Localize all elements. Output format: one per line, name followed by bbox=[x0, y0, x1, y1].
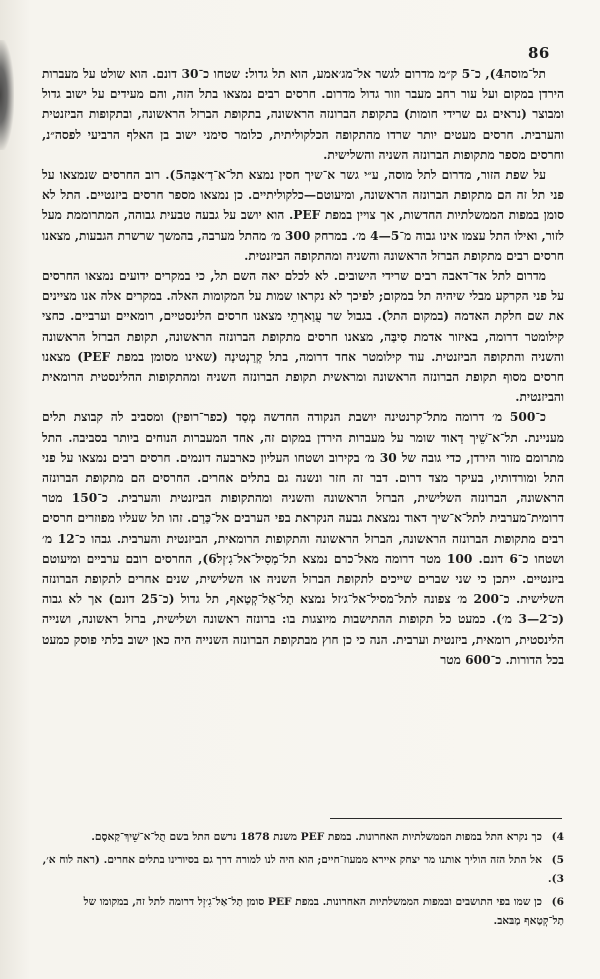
footnote-text: אל התל הזה הוליך אותנו מר יצחק איירא ממעוז־חיים; הוא היה לנו למורה דרך גם בסיורינו בתלים אחרים. (ראה לוח א׳, 3). bbox=[42, 854, 564, 885]
footnote bbox=[42, 828, 564, 847]
footnote bbox=[42, 851, 564, 889]
footnotes bbox=[42, 828, 564, 935]
footnote-text: כך נקרא התל במפות הממשלתיות האחרונות. במפת PEF משנת 1878 נרשם התל בשם תֻל־א־שֵׁיךְ־קַאסֶם. bbox=[91, 831, 542, 843]
footnote bbox=[42, 893, 564, 931]
paragraph-south-settlements: מדרום לתל אד־דאבה רבים שרידי הישובים. לא לכלם יאה השם תל, כי במקרים ידועים נמצאו החרסים על פני הקרקע מבלי שיהיה תל במקום; לפיכך לא נקראו שמות על המקומות האלה. במקרים אלה אנו מציינים את שם חלקת האדמה (במקום התל). בגבול שר עֻוַארְתֵי מצאנו חרסים הלינסטיים, רומאיים וערביים. כחצי קילומטר דרומה, באיזור אדמת סִיבַּה, מצאנו חרסים מתקופת הברונזה הראשונה, תקופת הברזל הראשונה והשניה והתקופה הביזנטית. עוד קילומטר אחד דרומה, בתל קְרַנְטינַה (שאינו מסומן במפת PEF) מצאנו חרסים מסוף תקופת הברונזה הראשונה ומראשית תקופת הברונזה השניה ומהתקופות ההלינסטית הרומאית והביזנטית. bbox=[42, 269, 565, 405]
footnote-text: כן שמו בפי התושבים ובמפות הממשלתיות האחרונות. במפת PEF סומן תַל־אַל־גִ׳זְל דרומה לתל זה, במקומו של תַל־קְטַאף מַבּאב. bbox=[83, 896, 564, 927]
paragraph-masad-tels: כ־500 מ׳ דרומה מתל־קרנטינה יושבת הנקודה החדשה מְסַד (כפר־רופין) ומסביב לה קבוצת תלים מעניינת. תל־א־שֵׁיך דַאוד שומר על מעברות הירדן במקום זה, אחד המעברות הנוחים ביותר בסביבה. התל מתרומם מזור הירדן, כדי גובה של 30 מ׳ בקירוב ושטחו העליון כארבעה דונמים. חרסים רבים נמצאו על פני התל ומורדותיו, בעיקר מצד דרום. דבר זה חזר ונשנה גם בתלים אחרים. החרסים הם מתקופת הברונזה הראשונה, הברונזה השלישית, הברזל הראשונה והשניה ומהתקופות הביזנטית והערבית. כ־150 מטר דרומית־מערבית לתל־א־שיך דאוד נמצאת גבעה הנקראת בפי הערבים אל־כַּרַם. זהו תל שעליו מפוזרים חרסים רבים מתקופות הברונזה הראשונה, הברזל הראשונה והתקופות הרומאית, הביזנטית והערבית. גבהו כ־12 מ׳ ושטחו כ־6 דונם. 100 מטר דרומה מאל־כרם נמצא תל־מַסִיל־אל־גִ׳זְל6), החרסים רובם ערביים ומיעוטם ביזנטיים. ייתכן כי שני שברים שייכים לתקופת הברזל השניה או השלישית, שנים אחרים לתקופת הברונזה השלישית. כ־200 מ׳ צפונה לתל־מסיל־אל־ג׳זל נמצא תַל־אַל־קְטַאף, תל גדול (כ־25 דונם) אך לא גבוה (כ־2—3 מ׳). כמעט כל תקופות ההתישבות מיוצגות בו: ברונזה ראשונה ושלישית, ברזל ראשונה, ושנייה הלינסטית, רומאית, ביזנטית וערבית. הנה כי כן חוץ מבתקופת הברונזה השנייה היה כאן ישוב בלתי פוסק כמעט בכל הדורות. כ־600 מטר bbox=[42, 410, 564, 667]
paragraph-tel-adh-dhaba: על שפת הזור, מדרום לתל מוסה, ע״י גשר א־שיך חסין נמצא תל־א־דַ׳אבַּה5). רוב החרסים שנמצאו על פני תל זה הם מתקופת הברונזה הראשונה, ומיעוטם—כלקוליתיים. כן נמצאו מספר חרסים ביזנטיים. התל לא סומן במפות הממשלתיות החדשות, אך צויין במפת PEF. הוא יושב על גבעה טבעית גבוהה, המתרוממת מעל לזור, ואילו התל עצמו אינו גבוה מ־5—4 מ׳. במרחק 300 מ׳ מהתל מערבה, בהמשך שרשרת הגבעות, מצאנו חרסים רבים מתקופת הברזל הראשונה והשניה ומהתקופה הביזנטית. bbox=[42, 168, 565, 263]
main-text bbox=[42, 64, 564, 670]
paragraph-tel-musa: תל־מוסה4), כ־5 ק״מ מדרום לגשר אל־מג׳אמע, הוא תל גדול: שטחו כ־30 דונם. הוא שולט על מעברות הירדן במקום ועל עור רחב מעבר וזור גדול מדרום. חרסים רבים נמצאו בתל הזה, והם מעידים על ישוב גדול ומבוצר (נראים גם שרידי חומות) בתקופת הברונזה הראשונה, בתקופת הברזל הראשונה, ובתקופות הביזנטית והערבית. חרסים מעטים יותר שרדו מהתקופה הכלקוליתית, כלומר סימני ישוב בן האלף הרביעי לפסה״נ, וחרסים מספר מתקופות הברונזה השניה והשלישית. bbox=[42, 67, 564, 162]
footnote-number: 4) bbox=[551, 831, 564, 843]
binding-edge-shadow bbox=[0, 40, 14, 150]
page-number: 86 bbox=[528, 44, 550, 62]
footnote-number: 6) bbox=[551, 896, 564, 908]
footnote-divider bbox=[330, 818, 562, 819]
footnote-number: 5) bbox=[551, 854, 564, 866]
